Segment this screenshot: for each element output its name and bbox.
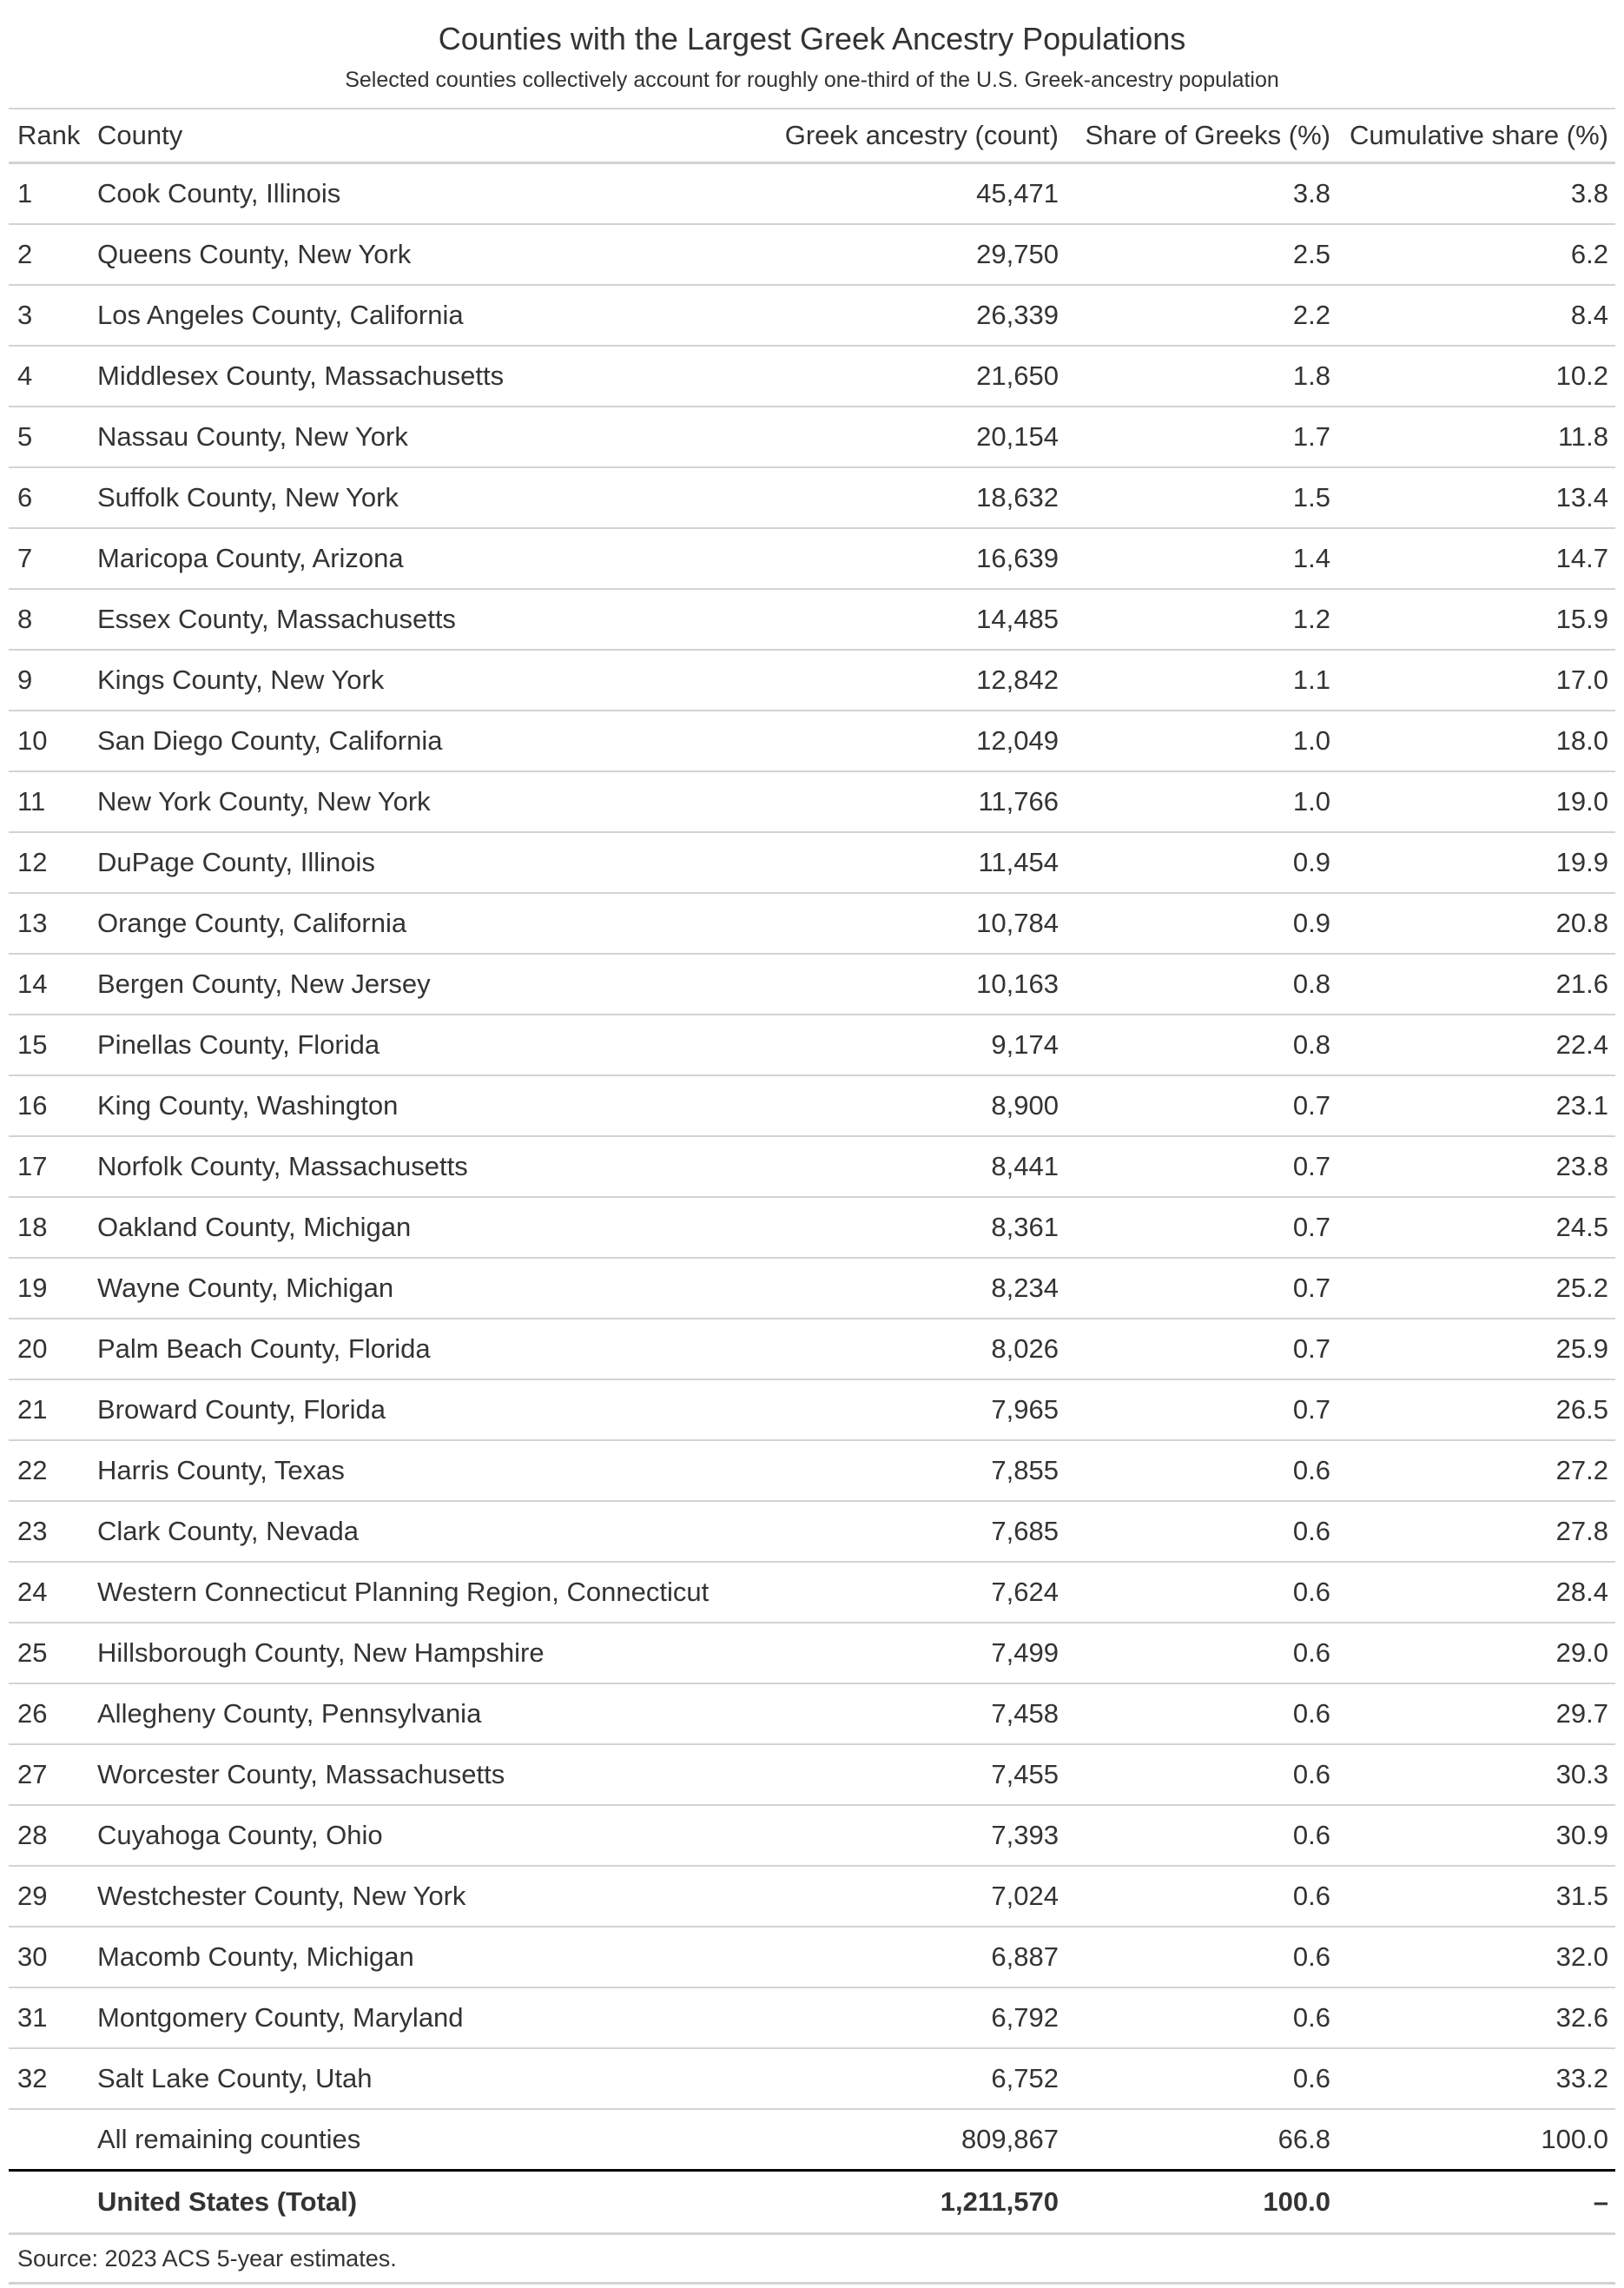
share-cell: 0.6 bbox=[1066, 1501, 1337, 1562]
rank-cell: 11 bbox=[9, 771, 89, 832]
share-cell: 0.6 bbox=[1066, 1623, 1337, 1683]
count-cell: 7,624 bbox=[756, 1562, 1066, 1623]
count-cell: 6,792 bbox=[756, 1987, 1066, 2048]
cumulative-cell: 28.4 bbox=[1337, 1562, 1615, 1623]
count-cell: 18,632 bbox=[756, 467, 1066, 528]
share-cell: 1.8 bbox=[1066, 346, 1337, 407]
cumulative-cell: 10.2 bbox=[1337, 346, 1615, 407]
table-row bbox=[9, 771, 1615, 832]
rank-cell: 14 bbox=[9, 954, 89, 1015]
rank-cell: 31 bbox=[9, 1987, 89, 2048]
county-cell: Maricopa County, Arizona bbox=[89, 528, 756, 589]
table-row bbox=[9, 1075, 1615, 1136]
rank-cell bbox=[9, 2109, 89, 2171]
count-cell: 14,485 bbox=[756, 589, 1066, 650]
rank-cell: 25 bbox=[9, 1623, 89, 1683]
cumulative-cell: 29.0 bbox=[1337, 1623, 1615, 1683]
county-cell: Nassau County, New York bbox=[89, 407, 756, 467]
count-cell: 12,842 bbox=[756, 650, 1066, 711]
share-cell: 2.5 bbox=[1066, 224, 1337, 285]
table-row bbox=[9, 528, 1615, 589]
column-header-share: Share of Greeks (%) bbox=[1066, 109, 1337, 163]
count-cell: 6,752 bbox=[756, 2048, 1066, 2109]
cumulative-cell: 25.9 bbox=[1337, 1319, 1615, 1379]
county-cell: Harris County, Texas bbox=[89, 1440, 756, 1501]
share-cell: 0.8 bbox=[1066, 1015, 1337, 1075]
table-row bbox=[9, 893, 1615, 954]
table-row bbox=[9, 1015, 1615, 1075]
share-cell: 0.6 bbox=[1066, 2048, 1337, 2109]
rank-cell: 18 bbox=[9, 1197, 89, 1258]
rank-cell: 23 bbox=[9, 1501, 89, 1562]
rank-cell: 28 bbox=[9, 1805, 89, 1866]
share-cell: 0.8 bbox=[1066, 954, 1337, 1015]
cumulative-cell: 33.2 bbox=[1337, 2048, 1615, 2109]
cumulative-cell: 3.8 bbox=[1337, 163, 1615, 225]
cumulative-cell: 100.0 bbox=[1337, 2109, 1615, 2171]
cumulative-cell: 14.7 bbox=[1337, 528, 1615, 589]
table-figure bbox=[9, 0, 1615, 2285]
table-row bbox=[9, 407, 1615, 467]
rank-cell: 20 bbox=[9, 1319, 89, 1379]
data-table bbox=[9, 109, 1615, 2235]
cumulative-cell: 19.0 bbox=[1337, 771, 1615, 832]
county-cell: Westchester County, New York bbox=[89, 1866, 756, 1927]
share-cell: 0.7 bbox=[1066, 1136, 1337, 1197]
table-row bbox=[9, 1319, 1615, 1379]
header-row bbox=[9, 109, 1615, 163]
count-cell: 7,393 bbox=[756, 1805, 1066, 1866]
cumulative-cell: 30.3 bbox=[1337, 1744, 1615, 1805]
cumulative-cell: 11.8 bbox=[1337, 407, 1615, 467]
share-cell: 3.8 bbox=[1066, 163, 1337, 225]
share-cell: 0.7 bbox=[1066, 1075, 1337, 1136]
count-cell: 8,026 bbox=[756, 1319, 1066, 1379]
table-row bbox=[9, 1379, 1615, 1440]
count-cell: 7,458 bbox=[756, 1683, 1066, 1744]
count-cell: 20,154 bbox=[756, 407, 1066, 467]
share-cell: 0.7 bbox=[1066, 1197, 1337, 1258]
count-cell: 16,639 bbox=[756, 528, 1066, 589]
rank-cell: 6 bbox=[9, 467, 89, 528]
table-row bbox=[9, 1440, 1615, 1501]
county-cell: Montgomery County, Maryland bbox=[89, 1987, 756, 2048]
cumulative-cell: 22.4 bbox=[1337, 1015, 1615, 1075]
column-header-county: County bbox=[89, 109, 756, 163]
rank-cell: 9 bbox=[9, 650, 89, 711]
table-row bbox=[9, 1136, 1615, 1197]
county-cell: Cuyahoga County, Ohio bbox=[89, 1805, 756, 1866]
table-row bbox=[9, 1501, 1615, 1562]
source-note: Source: 2023 ACS 5-year estimates. bbox=[9, 2235, 1615, 2285]
count-cell: 8,234 bbox=[756, 1258, 1066, 1319]
cumulative-cell: 8.4 bbox=[1337, 285, 1615, 346]
count-cell: 6,887 bbox=[756, 1927, 1066, 1987]
count-cell: 8,441 bbox=[756, 1136, 1066, 1197]
cumulative-cell: 32.0 bbox=[1337, 1927, 1615, 1987]
county-cell: Allegheny County, Pennsylvania bbox=[89, 1683, 756, 1744]
table-row bbox=[9, 285, 1615, 346]
count-cell: 26,339 bbox=[756, 285, 1066, 346]
share-cell: 0.6 bbox=[1066, 1440, 1337, 1501]
cumulative-cell: 13.4 bbox=[1337, 467, 1615, 528]
county-cell: Middlesex County, Massachusetts bbox=[89, 346, 756, 407]
table-row bbox=[9, 163, 1615, 225]
share-cell: 66.8 bbox=[1066, 2109, 1337, 2171]
count-cell: 8,361 bbox=[756, 1197, 1066, 1258]
chart-subtitle: Selected counties collectively account for roughly one-third of the U.S. Greek-ancestry population bbox=[345, 68, 1279, 92]
county-cell: Clark County, Nevada bbox=[89, 1501, 756, 1562]
share-cell: 0.6 bbox=[1066, 1805, 1337, 1866]
count-cell: 9,174 bbox=[756, 1015, 1066, 1075]
rank-cell: 15 bbox=[9, 1015, 89, 1075]
share-cell: 1.4 bbox=[1066, 528, 1337, 589]
table-row bbox=[9, 1562, 1615, 1623]
cumulative-cell: 30.9 bbox=[1337, 1805, 1615, 1866]
count-cell: 7,855 bbox=[756, 1440, 1066, 1501]
table-row bbox=[9, 1623, 1615, 1683]
share-cell: 1.0 bbox=[1066, 711, 1337, 771]
county-cell: San Diego County, California bbox=[89, 711, 756, 771]
cumulative-cell: 15.9 bbox=[1337, 589, 1615, 650]
rank-cell: 30 bbox=[9, 1927, 89, 1987]
rank-cell: 1 bbox=[9, 163, 89, 225]
county-cell: Oakland County, Michigan bbox=[89, 1197, 756, 1258]
count-cell: 809,867 bbox=[756, 2109, 1066, 2171]
rank-cell: 13 bbox=[9, 893, 89, 954]
cumulative-cell: 26.5 bbox=[1337, 1379, 1615, 1440]
county-cell: Palm Beach County, Florida bbox=[89, 1319, 756, 1379]
cumulative-cell: 23.8 bbox=[1337, 1136, 1615, 1197]
rank-cell: 32 bbox=[9, 2048, 89, 2109]
column-header-count: Greek ancestry (count) bbox=[756, 109, 1066, 163]
table-body bbox=[9, 163, 1615, 2234]
county-cell: Western Connecticut Planning Region, Connecticut bbox=[89, 1562, 756, 1623]
county-cell: Bergen County, New Jersey bbox=[89, 954, 756, 1015]
table-row bbox=[9, 1927, 1615, 1987]
share-cell: 1.5 bbox=[1066, 467, 1337, 528]
rank-cell: 4 bbox=[9, 346, 89, 407]
share-cell: 1.1 bbox=[1066, 650, 1337, 711]
county-cell: Wayne County, Michigan bbox=[89, 1258, 756, 1319]
rank-cell: 7 bbox=[9, 528, 89, 589]
count-cell: 7,455 bbox=[756, 1744, 1066, 1805]
cumulative-cell: 29.7 bbox=[1337, 1683, 1615, 1744]
share-cell: 0.9 bbox=[1066, 893, 1337, 954]
count-cell: 21,650 bbox=[756, 346, 1066, 407]
county-cell: Los Angeles County, California bbox=[89, 285, 756, 346]
county-cell: Cook County, Illinois bbox=[89, 163, 756, 225]
table-row bbox=[9, 224, 1615, 285]
column-header-cumulative: Cumulative share (%) bbox=[1337, 109, 1615, 163]
share-cell: 0.6 bbox=[1066, 1987, 1337, 2048]
share-cell: 2.2 bbox=[1066, 285, 1337, 346]
table-row bbox=[9, 2048, 1615, 2109]
count-cell: 7,024 bbox=[756, 1866, 1066, 1927]
rank-cell: 10 bbox=[9, 711, 89, 771]
county-cell: Kings County, New York bbox=[89, 650, 756, 711]
county-cell: Salt Lake County, Utah bbox=[89, 2048, 756, 2109]
count-cell: 7,499 bbox=[756, 1623, 1066, 1683]
rank-cell: 3 bbox=[9, 285, 89, 346]
count-cell: 11,766 bbox=[756, 771, 1066, 832]
county-cell: Norfolk County, Massachusetts bbox=[89, 1136, 756, 1197]
rank-cell: 21 bbox=[9, 1379, 89, 1440]
table-row bbox=[9, 954, 1615, 1015]
county-cell: Queens County, New York bbox=[89, 224, 756, 285]
count-cell: 29,750 bbox=[756, 224, 1066, 285]
county-cell: Orange County, California bbox=[89, 893, 756, 954]
rank-cell: 19 bbox=[9, 1258, 89, 1319]
county-cell: New York County, New York bbox=[89, 771, 756, 832]
county-cell: King County, Washington bbox=[89, 1075, 756, 1136]
cumulative-cell: 21.6 bbox=[1337, 954, 1615, 1015]
count-cell: 7,685 bbox=[756, 1501, 1066, 1562]
count-cell: 7,965 bbox=[756, 1379, 1066, 1440]
rank-cell: 2 bbox=[9, 224, 89, 285]
share-cell: 0.7 bbox=[1066, 1258, 1337, 1319]
table-row bbox=[9, 1866, 1615, 1927]
count-cell: 1,211,570 bbox=[756, 2171, 1066, 2234]
share-cell: 1.7 bbox=[1066, 407, 1337, 467]
county-cell: Worcester County, Massachusetts bbox=[89, 1744, 756, 1805]
chart-title: Counties with the Largest Greek Ancestry Populations bbox=[438, 21, 1186, 56]
county-cell: Macomb County, Michigan bbox=[89, 1927, 756, 1987]
column-header-rank: Rank bbox=[9, 109, 89, 163]
share-cell: 100.0 bbox=[1066, 2171, 1337, 2234]
share-cell: 0.6 bbox=[1066, 1927, 1337, 1987]
rank-cell bbox=[9, 2171, 89, 2234]
count-cell: 8,900 bbox=[756, 1075, 1066, 1136]
share-cell: 1.2 bbox=[1066, 589, 1337, 650]
rank-cell: 24 bbox=[9, 1562, 89, 1623]
count-cell: 45,471 bbox=[756, 163, 1066, 225]
remaining-row bbox=[9, 2109, 1615, 2171]
table-row bbox=[9, 589, 1615, 650]
cumulative-cell: 20.8 bbox=[1337, 893, 1615, 954]
rank-cell: 5 bbox=[9, 407, 89, 467]
cumulative-cell: 17.0 bbox=[1337, 650, 1615, 711]
cumulative-cell: 25.2 bbox=[1337, 1258, 1615, 1319]
table-row bbox=[9, 467, 1615, 528]
share-cell: 0.9 bbox=[1066, 832, 1337, 893]
table-row bbox=[9, 711, 1615, 771]
cumulative-cell: 24.5 bbox=[1337, 1197, 1615, 1258]
cumulative-cell: 23.1 bbox=[1337, 1075, 1615, 1136]
rank-cell: 12 bbox=[9, 832, 89, 893]
total-row bbox=[9, 2171, 1615, 2234]
cumulative-cell: 32.6 bbox=[1337, 1987, 1615, 2048]
rank-cell: 27 bbox=[9, 1744, 89, 1805]
county-cell: DuPage County, Illinois bbox=[89, 832, 756, 893]
county-cell: Broward County, Florida bbox=[89, 1379, 756, 1440]
table-row bbox=[9, 1258, 1615, 1319]
table-row bbox=[9, 346, 1615, 407]
cumulative-cell: 18.0 bbox=[1337, 711, 1615, 771]
share-cell: 0.6 bbox=[1066, 1744, 1337, 1805]
share-cell: 0.7 bbox=[1066, 1319, 1337, 1379]
count-cell: 11,454 bbox=[756, 832, 1066, 893]
cumulative-cell: 31.5 bbox=[1337, 1866, 1615, 1927]
table-row bbox=[9, 1197, 1615, 1258]
table-row bbox=[9, 1683, 1615, 1744]
cumulative-cell: 27.8 bbox=[1337, 1501, 1615, 1562]
county-cell: Pinellas County, Florida bbox=[89, 1015, 756, 1075]
table-row bbox=[9, 650, 1615, 711]
table-row bbox=[9, 1987, 1615, 2048]
share-cell: 0.6 bbox=[1066, 1683, 1337, 1744]
rank-cell: 17 bbox=[9, 1136, 89, 1197]
share-cell: 0.6 bbox=[1066, 1562, 1337, 1623]
rank-cell: 22 bbox=[9, 1440, 89, 1501]
table-row bbox=[9, 1744, 1615, 1805]
county-cell: United States (Total) bbox=[89, 2171, 756, 2234]
table-row bbox=[9, 832, 1615, 893]
rank-cell: 26 bbox=[9, 1683, 89, 1744]
count-cell: 12,049 bbox=[756, 711, 1066, 771]
county-cell: All remaining counties bbox=[89, 2109, 756, 2171]
count-cell: 10,163 bbox=[756, 954, 1066, 1015]
cumulative-cell: 19.9 bbox=[1337, 832, 1615, 893]
rank-cell: 8 bbox=[9, 589, 89, 650]
cumulative-cell: – bbox=[1337, 2171, 1615, 2234]
county-cell: Suffolk County, New York bbox=[89, 467, 756, 528]
share-cell: 0.6 bbox=[1066, 1866, 1337, 1927]
rank-cell: 16 bbox=[9, 1075, 89, 1136]
count-cell: 10,784 bbox=[756, 893, 1066, 954]
cumulative-cell: 27.2 bbox=[1337, 1440, 1615, 1501]
share-cell: 0.7 bbox=[1066, 1379, 1337, 1440]
county-cell: Essex County, Massachusetts bbox=[89, 589, 756, 650]
cumulative-cell: 6.2 bbox=[1337, 224, 1615, 285]
table-row bbox=[9, 1805, 1615, 1866]
rank-cell: 29 bbox=[9, 1866, 89, 1927]
share-cell: 1.0 bbox=[1066, 771, 1337, 832]
county-cell: Hillsborough County, New Hampshire bbox=[89, 1623, 756, 1683]
